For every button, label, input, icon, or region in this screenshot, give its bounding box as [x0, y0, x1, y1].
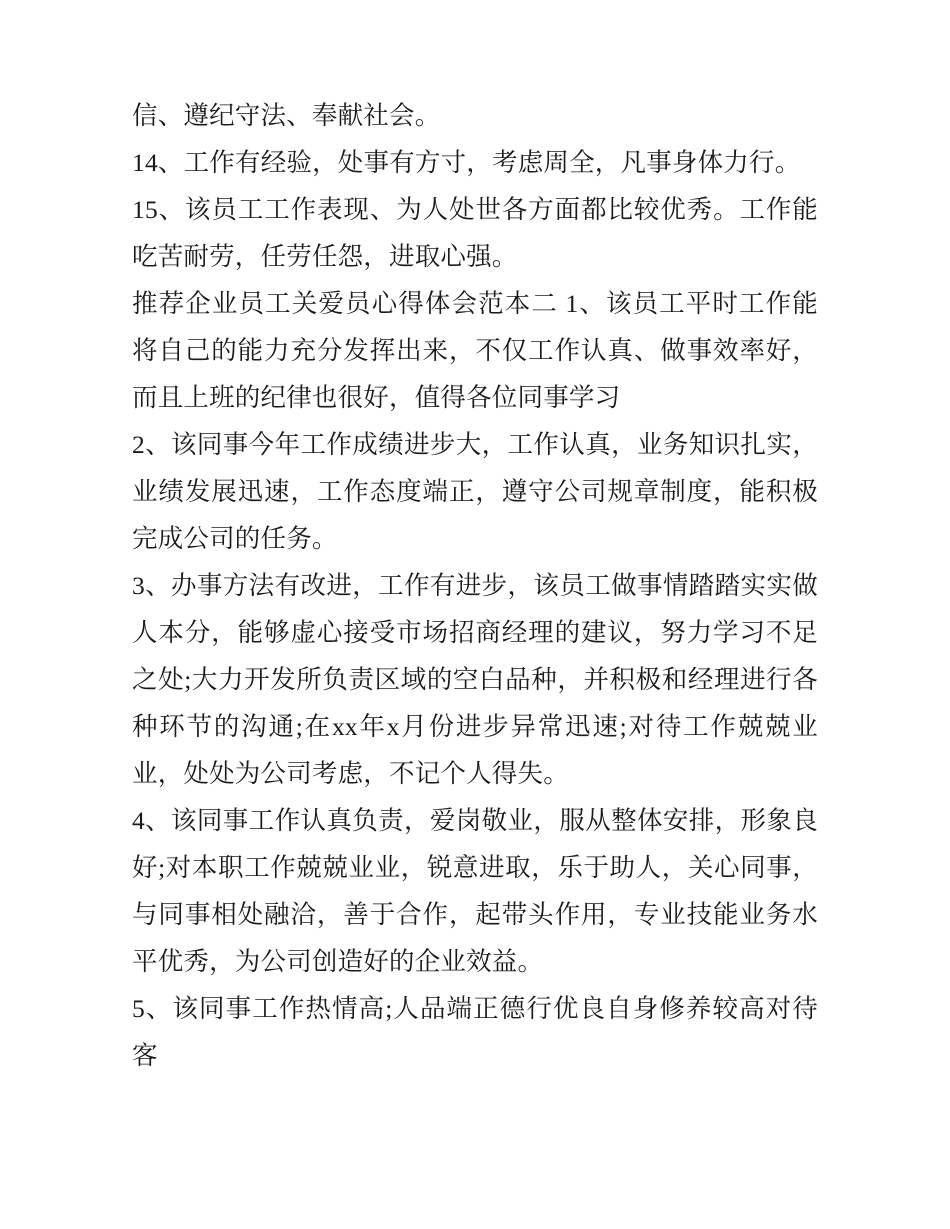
- paragraph: 14、工作有经验，处事有方寸，考虑周全，凡事身体力行。: [132, 148, 801, 177]
- paragraph: 5、该同事工作热情高;人品端正德行优良自身修养较高对待客: [132, 994, 818, 1070]
- paragraph: 推荐企业员工关爱员心得体会范本二 1、该员工平时工作能将自己的能力充分发挥出来，不仅工作认真、做事效率好，而且上班的纪律也很好，值得各位同事学习: [132, 289, 818, 412]
- paragraph: 3、办事方法有改进，工作有进步，该员工做事情踏踏实实做人本分，能够虚心接受市场招商经理的建议，努力学习不足之处;大力开发所负责区域的空白品种，并积极和经理进行各种环节的沟通;在xx年x月份进步异常迅速;对待工作兢兢业业，处处为公司考虑，不记个人得失。: [132, 571, 818, 788]
- document-body: [132, 92, 818, 1079]
- paragraph: 15、该员工工作表现、为人处世各方面都比较优秀。工作能吃苦耐劳，任劳任怨，进取心强。: [132, 195, 818, 271]
- paragraph: 4、该同事工作认真负责，爱岗敬业，服从整体安排，形象良好;对本职工作兢兢业业，锐意进取，乐于助人，关心同事，与同事相处融洽，善于合作，起带头作用，专业技能业务水平优秀，为公司创造好的企业效益。: [132, 806, 818, 976]
- paragraph: 2、该同事今年工作成绩进步大，工作认真，业务知识扎实，业绩发展迅速，工作态度端正，遵守公司规章制度，能积极完成公司的任务。: [132, 430, 818, 553]
- paragraph: 信、遵纪守法、奉献社会。: [132, 101, 441, 130]
